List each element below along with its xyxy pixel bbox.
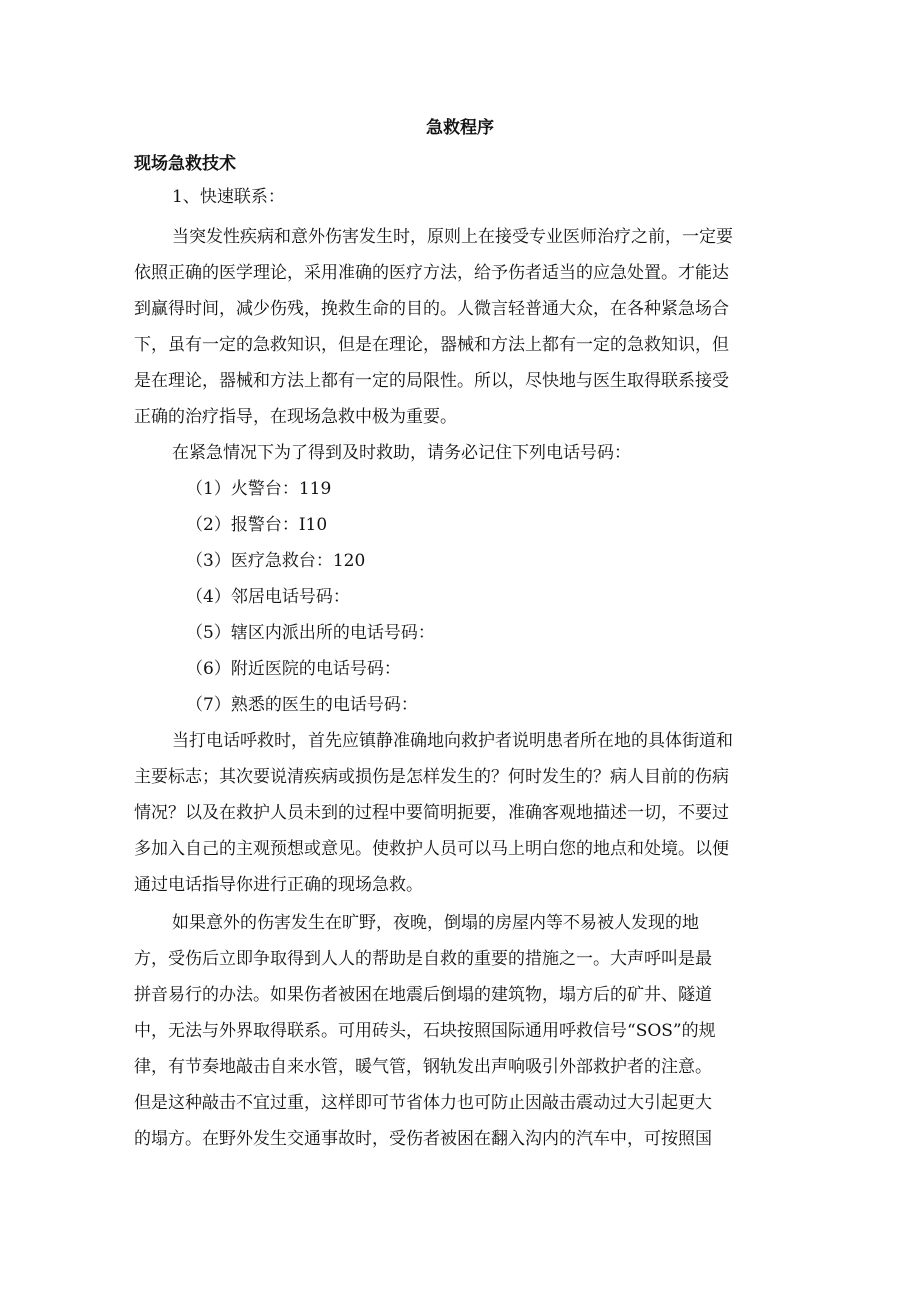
paragraph-line: 中，无法与外界取得联系。可用砖头，石块按照国际通用呼救信号“SOS”的规 (134, 1021, 716, 1041)
list-item: （2）报警台：I10 (186, 515, 328, 535)
paragraph-line: 是在理论，器械和方法上都有一定的局限性。所以，尽快地与医生取得联系接受 (134, 371, 729, 391)
paragraph-line: 拼音易行的办法。如果伤者被困在地震后倒塌的建筑物，塌方后的矿井、隧道 (134, 985, 712, 1005)
list-item: （6）附近医院的电话号码： (186, 659, 401, 679)
list-item: （3）医疗急救台：120 (186, 551, 366, 571)
paragraph-line: 当突发性疾病和意外伤害发生时，原则上在接受专业医师治疗之前，一定要 (172, 227, 733, 247)
list-item: （4）邻居电话号码： (186, 587, 350, 607)
paragraph-line: 当打电话呼救时，首先应镇静准确地向救护者说明患者所在地的具体街道和 (172, 731, 733, 751)
paragraph-line: 的塌方。在野外发生交通事故时，受伤者被困在翻入沟内的汽车中，可按照国 (134, 1129, 712, 1149)
list-item: （7）熟悉的医生的电话号码： (186, 695, 418, 715)
paragraph-line: 在紧急情况下为了得到及时救助，请务必记住下列电话号码： (172, 443, 631, 463)
paragraph-line: 情况？以及在救护人员未到的过程中要简明扼要，准确客观地描述一切，不要过 (134, 803, 729, 823)
paragraph-line: 律，有节奏地敲击自来水管，暖气管，钢轨发出声响吸引外部救护者的注意。 (134, 1057, 712, 1077)
paragraph-line: 但是这种敲击不宜过重，这样即可节省体力也可防止因敲击震动过大引起更大 (134, 1093, 712, 1113)
paragraph-line: 通过电话指导你进行正确的现场急救。 (134, 875, 423, 895)
paragraph-line: 主要标志；其次要说清疾病或损伤是怎样发生的？何时发生的？病人目前的伤病 (134, 767, 729, 787)
document-title: 急救程序 (426, 118, 494, 138)
paragraph-line: 依照正确的医学理论，采用准确的医疗方法，给予伤者适当的应急处置。才能达 (134, 263, 729, 283)
section-heading: 现场急救技术 (134, 154, 236, 174)
paragraph-line: 下，虽有一定的急救知识，但是在理论，器械和方法上都有一定的急救知识，但 (134, 335, 729, 355)
paragraph-line: 到赢得时间，减少伤残，挽救生命的目的。人微言轻普通大众，在各种紧急场合 (134, 299, 729, 319)
paragraph-line: 多加入自己的主观预想或意见。使救护人员可以马上明白您的地点和处境。以便 (134, 839, 729, 859)
subheading-quick-contact: 1、快速联系： (172, 187, 285, 207)
list-item: （5）辖区内派出所的电话号码： (186, 623, 435, 643)
list-item: （1）火警台：119 (186, 479, 332, 499)
paragraph-line: 如果意外的伤害发生在旷野，夜晚，倒塌的房屋内等不易被人发现的地 (172, 913, 699, 933)
paragraph-line: 正确的治疗指导，在现场急救中极为重要。 (134, 407, 457, 427)
paragraph-line: 方，受伤后立即争取得到人人的帮助是自救的重要的措施之一。大声呼叫是最 (134, 949, 712, 969)
